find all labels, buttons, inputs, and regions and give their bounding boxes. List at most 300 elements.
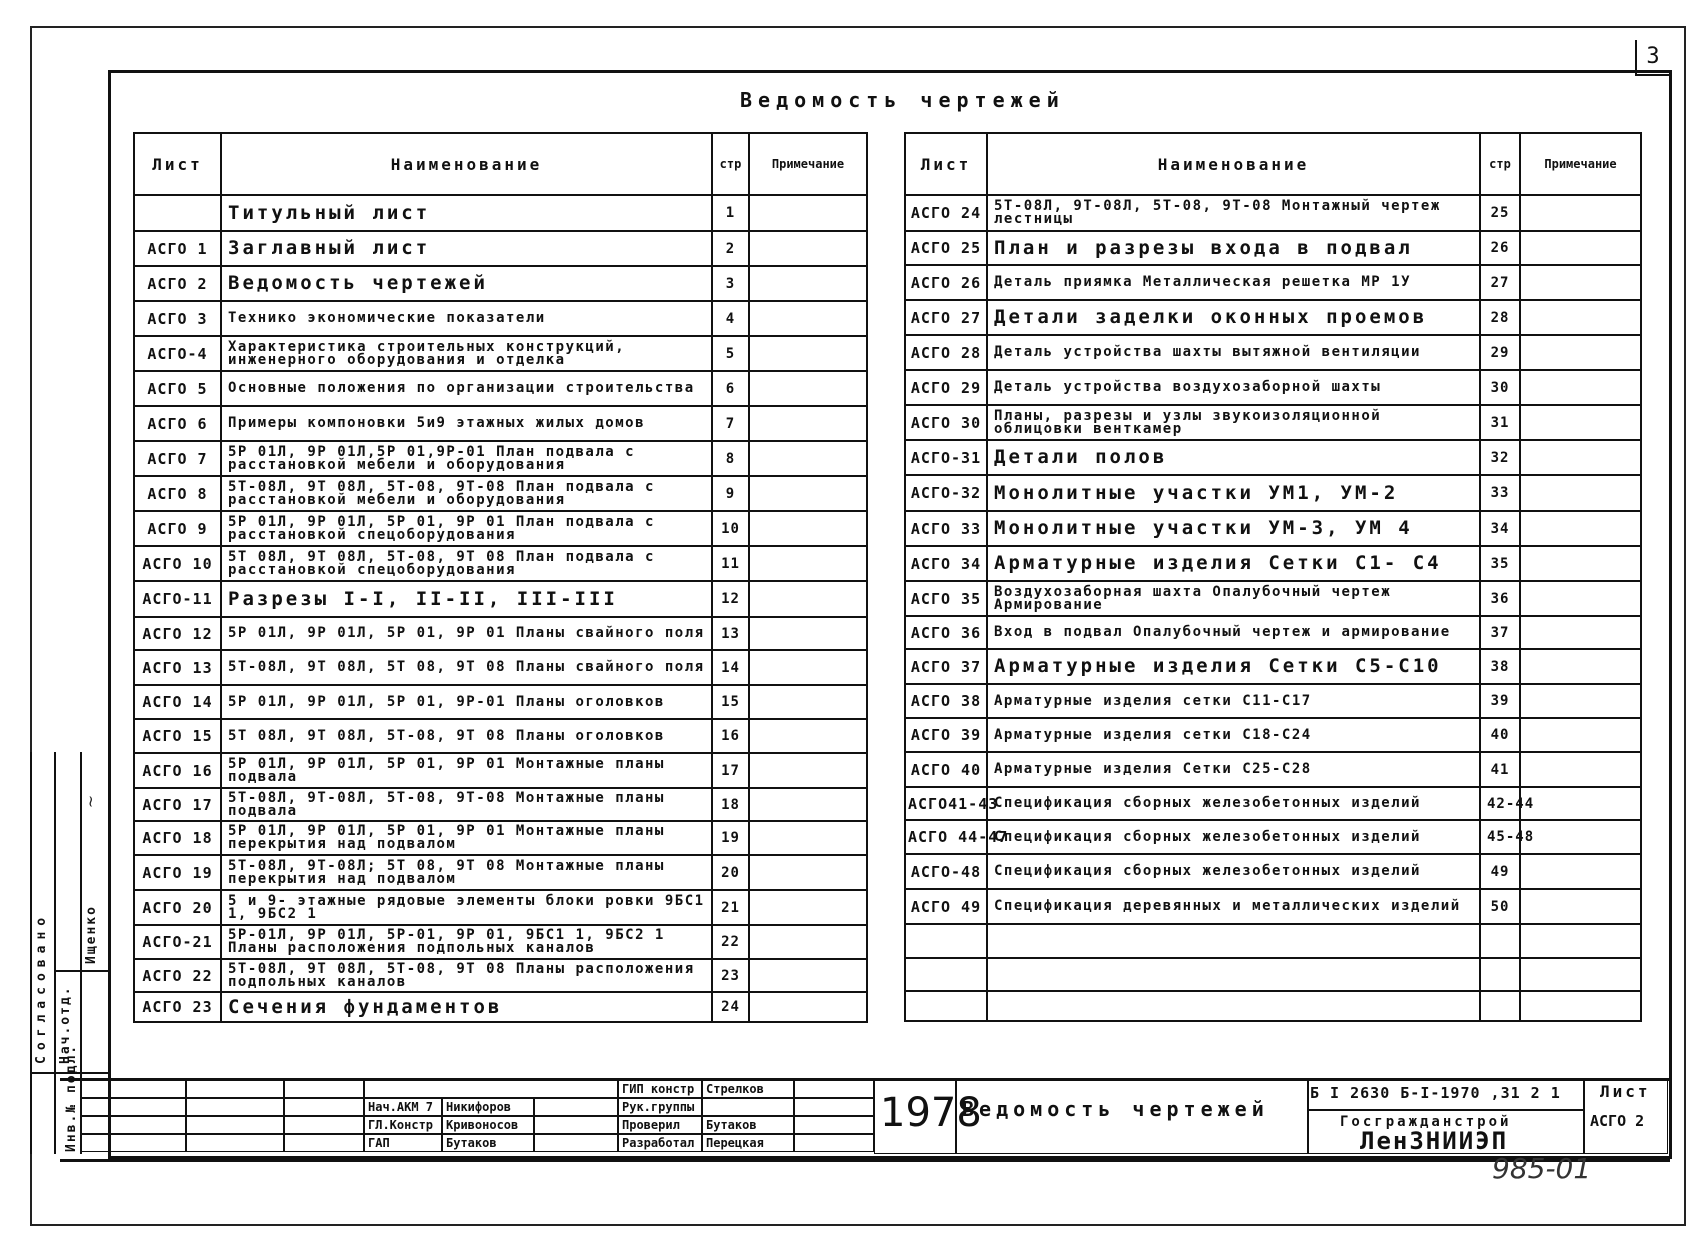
- sheet-cell: [905, 924, 987, 958]
- stamp-signature: ~: [81, 794, 101, 809]
- name-cell: Арматурные изделия сетки С18-С24: [987, 718, 1480, 752]
- page-cell: 39: [1480, 684, 1520, 718]
- table-row: [134, 650, 867, 685]
- name-cell: Арматурные изделия сетки С11-С17: [987, 684, 1480, 718]
- sheet-cell: АСГО-11: [134, 581, 221, 617]
- page-cell: 26: [1480, 231, 1520, 265]
- sheet-cell: АСГО 6: [134, 406, 221, 441]
- header-page: стр: [712, 133, 749, 195]
- name-cell: 5Т-08Л, 9Т 08Л, 5Т-08, 9Т 08 Планы расположения подпольных каналов: [221, 959, 712, 992]
- page-cell: 17: [712, 753, 749, 788]
- role-cell: ГЛ.Констр: [364, 1116, 442, 1134]
- role-cell: Проверил: [618, 1116, 702, 1134]
- table-row: [905, 820, 1641, 854]
- table-row: [905, 958, 1641, 991]
- note-cell: [749, 855, 867, 890]
- page-cell: 19: [712, 821, 749, 855]
- name-cell: [987, 991, 1480, 1021]
- page-cell: 22: [712, 925, 749, 959]
- name-cell: Спецификация сборных железобетонных изделий: [987, 820, 1480, 854]
- sheet-cell: АСГО 26: [905, 265, 987, 300]
- note-cell: [749, 685, 867, 719]
- page-cell: 11: [712, 546, 749, 581]
- page-cell: 33: [1480, 475, 1520, 511]
- page-cell: 34: [1480, 511, 1520, 546]
- header-note: Примечание: [749, 133, 867, 195]
- table-row: [905, 335, 1641, 370]
- page-cell: 16: [712, 719, 749, 753]
- note-cell: [1520, 231, 1641, 265]
- name-cell: Воздухозаборная шахта Опалубочный чертеж Армирование: [987, 581, 1480, 616]
- role-cell: [364, 1080, 618, 1098]
- role-cell: ГАП: [364, 1134, 442, 1152]
- name-cell: Разрезы I-I, II-II, III-III: [221, 581, 712, 617]
- stamp-agreed: Согласовано: [34, 911, 49, 1064]
- name-cell: Перецкая: [702, 1134, 794, 1152]
- name-cell: Основные положения по организации строительства: [221, 371, 712, 406]
- table-row: [905, 511, 1641, 546]
- sheet-cell: АСГО 30: [905, 405, 987, 440]
- signature-cell: [534, 1134, 618, 1152]
- sheet-cell: АСГО 35: [905, 581, 987, 616]
- note-cell: [749, 821, 867, 855]
- sheet-cell: АСГО 1: [134, 231, 221, 266]
- sheet-cell: АСГО-32: [905, 475, 987, 511]
- name-cell: Сечения фундаментов: [221, 992, 712, 1022]
- table-row: [905, 991, 1641, 1021]
- note-cell: [749, 406, 867, 441]
- name-cell: 5Р 01Л, 9Р 01Л,5Р 01,9Р-01 План подвала с расстановкой мебели и оборудования: [221, 441, 712, 476]
- sheet-cell: АСГО 3: [134, 301, 221, 336]
- role-cell: Рук.группы: [618, 1098, 702, 1116]
- sheet-cell: АСГО 18: [134, 821, 221, 855]
- page-cell: 1: [712, 195, 749, 231]
- sheet-cell: АСГО 19: [134, 855, 221, 890]
- note-cell: [1520, 300, 1641, 335]
- table-header-row: [134, 133, 867, 195]
- note-cell: [749, 476, 867, 511]
- name-cell: Стрелков: [702, 1080, 794, 1098]
- name-cell: Ведомость чертежей: [221, 266, 712, 301]
- name-cell: Характеристика строительных конструкций, инженерного оборудования и отделка: [221, 336, 712, 371]
- name-cell: Примеры компоновки 5и9 этажных жилых домов: [221, 406, 712, 441]
- note-cell: [1520, 581, 1641, 616]
- table-row: [905, 924, 1641, 958]
- note-cell: [749, 301, 867, 336]
- sheet-cell: АСГО 39: [905, 718, 987, 752]
- page-cell: 40: [1480, 718, 1520, 752]
- title-block-title: Ведомость чертежей: [962, 1097, 1269, 1121]
- table-row: [134, 821, 867, 855]
- signature-cell: [534, 1098, 618, 1116]
- page-cell: 12: [712, 581, 749, 617]
- note-cell: [749, 719, 867, 753]
- table-row: [905, 265, 1641, 300]
- revision-cell: [186, 1080, 284, 1098]
- header-name: Наименование: [987, 133, 1480, 195]
- note-cell: [749, 617, 867, 650]
- signature-cell: [794, 1098, 874, 1116]
- page-cell: 31: [1480, 405, 1520, 440]
- note-cell: [1520, 265, 1641, 300]
- page-cell: 30: [1480, 370, 1520, 405]
- page-cell: [1480, 958, 1520, 991]
- header-name: Наименование: [221, 133, 712, 195]
- table-row: [134, 617, 867, 650]
- revision-cell: [186, 1116, 284, 1134]
- note-cell: [1520, 616, 1641, 649]
- sheet-cell: АСГО-21: [134, 925, 221, 959]
- note-cell: [749, 266, 867, 301]
- note-cell: [1520, 889, 1641, 924]
- signature-cell: [794, 1134, 874, 1152]
- page-cell: 18: [712, 788, 749, 821]
- table-row: [905, 684, 1641, 718]
- note-cell: [1520, 820, 1641, 854]
- revision-cell: [80, 1116, 186, 1134]
- sheet-cell: АСГО 12: [134, 617, 221, 650]
- header-page: стр: [1480, 133, 1520, 195]
- page-cell: 45-48: [1480, 820, 1520, 854]
- sheet-cell: АСГО 44-47: [905, 820, 987, 854]
- note-cell: [749, 925, 867, 959]
- name-cell: Бутаков: [702, 1116, 794, 1134]
- name-cell: Заглавный лист: [221, 231, 712, 266]
- table-row: [905, 546, 1641, 581]
- page-cell: 21: [712, 890, 749, 925]
- note-cell: [1520, 787, 1641, 820]
- sheet-cell: [905, 958, 987, 991]
- sheet-title: Ведомость чертежей: [740, 88, 1065, 112]
- list-value: АСГО 2: [1590, 1112, 1645, 1130]
- page-cell: 13: [712, 617, 749, 650]
- table-row: [905, 370, 1641, 405]
- sheet-cell: АСГО 34: [905, 546, 987, 581]
- page-number: 3: [1635, 40, 1669, 76]
- table-row: [134, 855, 867, 890]
- table-row: [134, 992, 867, 1022]
- revision-cell: [186, 1098, 284, 1116]
- sheet-cell: АСГО 25: [905, 231, 987, 265]
- name-cell: [702, 1098, 794, 1116]
- note-cell: [749, 231, 867, 266]
- note-cell: [1520, 370, 1641, 405]
- sheet-cell: АСГО 22: [134, 959, 221, 992]
- page-cell: 50: [1480, 889, 1520, 924]
- table-row: [134, 231, 867, 266]
- name-cell: Вход в подвал Опалубочный чертеж и армирование: [987, 616, 1480, 649]
- revision-cell: [284, 1080, 364, 1098]
- sheet-cell: АСГО 33: [905, 511, 987, 546]
- name-cell: 5Т-08Л, 9Т-08Л, 5Т-08, 9Т-08 Монтажный чертеж лестницы: [987, 195, 1480, 231]
- note-cell: [1520, 546, 1641, 581]
- sheet-cell: АСГО 14: [134, 685, 221, 719]
- name-cell: Детали полов: [987, 440, 1480, 475]
- name-cell: 5Р 01Л, 9Р 01Л, 5Р 01, 9Р 01 Планы свайного поля: [221, 617, 712, 650]
- revision-cell: [80, 1080, 186, 1098]
- table-row: [905, 405, 1641, 440]
- note-cell: [1520, 195, 1641, 231]
- page-cell: 9: [712, 476, 749, 511]
- page-cell: 27: [1480, 265, 1520, 300]
- page-cell: [1480, 924, 1520, 958]
- page-cell: 38: [1480, 649, 1520, 684]
- table-row: [905, 787, 1641, 820]
- page-cell: [1480, 991, 1520, 1021]
- note-cell: [749, 546, 867, 581]
- note-cell: [1520, 684, 1641, 718]
- sheet-cell: АСГО-4: [134, 336, 221, 371]
- stamp-inventory: Инв.№ подл.: [64, 1043, 79, 1152]
- note-cell: [749, 959, 867, 992]
- name-cell: 5Р-01Л, 9Р 01Л, 5Р-01, 9Р 01, 9БС1 1, 9БС2 1 Планы расположения подпольных каналов: [221, 925, 712, 959]
- note-cell: [1520, 991, 1641, 1021]
- sheet-cell: АСГО 40: [905, 752, 987, 787]
- name-cell: План и разрезы входа в подвал: [987, 231, 1480, 265]
- name-cell: Деталь устройства шахты вытяжной вентиляции: [987, 335, 1480, 370]
- note-cell: [1520, 958, 1641, 991]
- name-cell: Титульный лист: [221, 195, 712, 231]
- name-cell: Деталь устройства воздухозаборной шахты: [987, 370, 1480, 405]
- table-row: [134, 925, 867, 959]
- note-cell: [1520, 511, 1641, 546]
- sheet-cell: АСГО 49: [905, 889, 987, 924]
- note-cell: [749, 441, 867, 476]
- name-cell: Планы, разрезы и узлы звукоизоляционной облицовки венткамер: [987, 405, 1480, 440]
- header-note: Примечание: [1520, 133, 1641, 195]
- sheet-cell: АСГО 38: [905, 684, 987, 718]
- sheet-cell: АСГО 8: [134, 476, 221, 511]
- sheet-cell: АСГО 27: [905, 300, 987, 335]
- sheet-cell: АСГО 23: [134, 992, 221, 1022]
- sheet-cell: [134, 195, 221, 231]
- note-cell: [1520, 854, 1641, 889]
- sheet-cell: АСГО-48: [905, 854, 987, 889]
- name-cell: 5Т-08Л, 9Т-08Л; 5Т 08, 9Т 08 Монтажные планы перекрытия над подвалом: [221, 855, 712, 890]
- page-cell: 49: [1480, 854, 1520, 889]
- name-cell: Спецификация сборных железобетонных изделий: [987, 854, 1480, 889]
- name-cell: Арматурные изделия Сетки С1- С4: [987, 546, 1480, 581]
- note-cell: [749, 336, 867, 371]
- table-row: [905, 752, 1641, 787]
- table-row: [134, 753, 867, 788]
- name-cell: Деталь приямка Металлическая решетка МР 1У: [987, 265, 1480, 300]
- table-row: [905, 195, 1641, 231]
- page-cell: 36: [1480, 581, 1520, 616]
- sheet-cell: АСГО 37: [905, 649, 987, 684]
- page-cell: 25: [1480, 195, 1520, 231]
- note-cell: [749, 890, 867, 925]
- note-cell: [1520, 405, 1641, 440]
- revision-cell: [80, 1134, 186, 1152]
- page-cell: 42-44: [1480, 787, 1520, 820]
- note-cell: [1520, 752, 1641, 787]
- sheet-cell: АСГО 9: [134, 511, 221, 546]
- table-row: [134, 719, 867, 753]
- page-cell: 15: [712, 685, 749, 719]
- name-cell: Арматурные изделия Сетки С5-С10: [987, 649, 1480, 684]
- table-row: [134, 788, 867, 821]
- note-cell: [749, 788, 867, 821]
- revision-cell: [80, 1098, 186, 1116]
- sheet-cell: АСГО 2: [134, 266, 221, 301]
- page-cell: 20: [712, 855, 749, 890]
- table-row: [905, 649, 1641, 684]
- header-sheet: Лист: [134, 133, 221, 195]
- table-row: [905, 475, 1641, 511]
- table-row: [905, 300, 1641, 335]
- organization-name: Госгражданстрой: [1340, 1114, 1512, 1130]
- inventory-number: 985-01: [1492, 1152, 1592, 1185]
- name-cell: Спецификация сборных железобетонных изделий: [987, 787, 1480, 820]
- role-cell: ГИП констр: [618, 1080, 702, 1098]
- left-register-table: [133, 132, 868, 1023]
- note-cell: [1520, 718, 1641, 752]
- table-row: [134, 266, 867, 301]
- signature-cell: [794, 1080, 874, 1098]
- page-cell: 2: [712, 231, 749, 266]
- table-row: [905, 718, 1641, 752]
- table-row: [134, 546, 867, 581]
- sheet-cell: АСГО 20: [134, 890, 221, 925]
- stamp-name: Ищенко: [84, 905, 99, 964]
- name-cell: 5Т-08Л, 9Т-08Л, 5Т-08, 9Т-08 Монтажные планы подвала: [221, 788, 712, 821]
- sheet-cell: АСГО-31: [905, 440, 987, 475]
- name-cell: Монолитные участки УМ-3, УМ 4: [987, 511, 1480, 546]
- note-cell: [1520, 440, 1641, 475]
- name-cell: Никифоров: [442, 1098, 534, 1116]
- sheet-cell: АСГО 15: [134, 719, 221, 753]
- name-cell: Кривоносов: [442, 1116, 534, 1134]
- sheet-cell: [905, 991, 987, 1021]
- name-cell: Арматурные изделия Сетки С25-С28: [987, 752, 1480, 787]
- sheet-cell: АСГО 24: [905, 195, 987, 231]
- page-cell: 4: [712, 301, 749, 336]
- name-cell: 5Р 01Л, 9Р 01Л, 5Р 01, 9Р 01 План подвала с расстановкой спецоборудования: [221, 511, 712, 546]
- name-cell: Детали заделки оконных проемов: [987, 300, 1480, 335]
- header-sheet: Лист: [905, 133, 987, 195]
- sheet-cell: АСГО 36: [905, 616, 987, 649]
- name-cell: 5Р 01Л, 9Р 01Л, 5Р 01, 9Р 01 Монтажные планы перекрытия над подвалом: [221, 821, 712, 855]
- name-cell: Монолитные участки УМ1, УМ-2: [987, 475, 1480, 511]
- page-cell: 7: [712, 406, 749, 441]
- name-cell: Спецификация деревянных и металлических изделий: [987, 889, 1480, 924]
- revision-cell: [284, 1098, 364, 1116]
- year: 1978: [880, 1090, 982, 1136]
- revision-cell: [284, 1134, 364, 1152]
- page-cell: 8: [712, 441, 749, 476]
- page-cell: 3: [712, 266, 749, 301]
- page-cell: 5: [712, 336, 749, 371]
- table-row: [134, 959, 867, 992]
- table-row: [905, 231, 1641, 265]
- sheet-cell: АСГО 7: [134, 441, 221, 476]
- list-label: Лист: [1600, 1082, 1651, 1101]
- table-row: [134, 371, 867, 406]
- signature-cell: [794, 1116, 874, 1134]
- note-cell: [749, 371, 867, 406]
- sheet-cell: АСГО41-43: [905, 787, 987, 820]
- table-row: [134, 301, 867, 336]
- note-cell: [749, 581, 867, 617]
- page-cell: 37: [1480, 616, 1520, 649]
- revision-cell: [186, 1134, 284, 1152]
- page-cell: 29: [1480, 335, 1520, 370]
- note-cell: [749, 511, 867, 546]
- page-cell: 41: [1480, 752, 1520, 787]
- table-row: [905, 581, 1641, 616]
- revision-cell: [284, 1116, 364, 1134]
- signature-cell: [534, 1116, 618, 1134]
- name-cell: 5 и 9- этажные рядовые элементы блоки ровки 9БС1 1, 9БС2 1: [221, 890, 712, 925]
- note-cell: [749, 195, 867, 231]
- table-row: [134, 581, 867, 617]
- sheet-cell: АСГО 28: [905, 335, 987, 370]
- table-row: [905, 616, 1641, 649]
- institute-name: ЛенЗНИИЭП: [1360, 1127, 1509, 1155]
- sheet-cell: АСГО 17: [134, 788, 221, 821]
- page-cell: 14: [712, 650, 749, 685]
- page-cell: 10: [712, 511, 749, 546]
- name-cell: [987, 958, 1480, 991]
- name-cell: 5Т-08Л, 9Т 08Л, 5Т 08, 9Т 08 Планы свайного поля: [221, 650, 712, 685]
- table-row: [134, 685, 867, 719]
- name-cell: 5Р 01Л, 9Р 01Л, 5Р 01, 9Р 01 Монтажные планы подвала: [221, 753, 712, 788]
- note-cell: [749, 753, 867, 788]
- sheet-cell: АСГО 10: [134, 546, 221, 581]
- sheet-cell: АСГО 16: [134, 753, 221, 788]
- page-cell: 24: [712, 992, 749, 1022]
- table-row: [134, 511, 867, 546]
- table-header-row: [905, 133, 1641, 195]
- sheet-cell: АСГО 29: [905, 370, 987, 405]
- name-cell: Бутаков: [442, 1134, 534, 1152]
- page-cell: 23: [712, 959, 749, 992]
- page-cell: 6: [712, 371, 749, 406]
- table-row: [905, 854, 1641, 889]
- name-cell: 5Т 08Л, 9Т 08Л, 5Т-08, 9Т 08 План подвала с расстановкой спецоборудования: [221, 546, 712, 581]
- table-row: [134, 336, 867, 371]
- name-cell: 5Р 01Л, 9Р 01Л, 5Р 01, 9Р-01 Планы оголовков: [221, 685, 712, 719]
- role-cell: Разработал: [618, 1134, 702, 1152]
- stamp-role: Нач.отд.: [58, 985, 73, 1064]
- name-cell: 5Т 08Л, 9Т 08Л, 5Т-08, 9Т 08 Планы оголовков: [221, 719, 712, 753]
- note-cell: [1520, 475, 1641, 511]
- table-row: [134, 476, 867, 511]
- name-cell: Технико экономические показатели: [221, 301, 712, 336]
- table-row: [134, 441, 867, 476]
- table-row: [905, 889, 1641, 924]
- note-cell: [1520, 924, 1641, 958]
- name-cell: 5Т-08Л, 9Т 08Л, 5Т-08, 9Т-08 План подвала с расстановкой мебели и оборудования: [221, 476, 712, 511]
- page-cell: 28: [1480, 300, 1520, 335]
- note-cell: [1520, 649, 1641, 684]
- sheet-cell: АСГО 13: [134, 650, 221, 685]
- note-cell: [749, 650, 867, 685]
- table-row: [905, 440, 1641, 475]
- table-row: [134, 195, 867, 231]
- note-cell: [1520, 335, 1641, 370]
- name-cell: [987, 924, 1480, 958]
- page-cell: 35: [1480, 546, 1520, 581]
- document-code: Б I 2630 Б-I-1970 ,31 2 1: [1310, 1084, 1561, 1102]
- role-cell: Нач.АКМ 7: [364, 1098, 442, 1116]
- right-register-table: [904, 132, 1642, 1022]
- page-cell: 32: [1480, 440, 1520, 475]
- sheet-cell: АСГО 5: [134, 371, 221, 406]
- table-row: [134, 406, 867, 441]
- table-row: [134, 890, 867, 925]
